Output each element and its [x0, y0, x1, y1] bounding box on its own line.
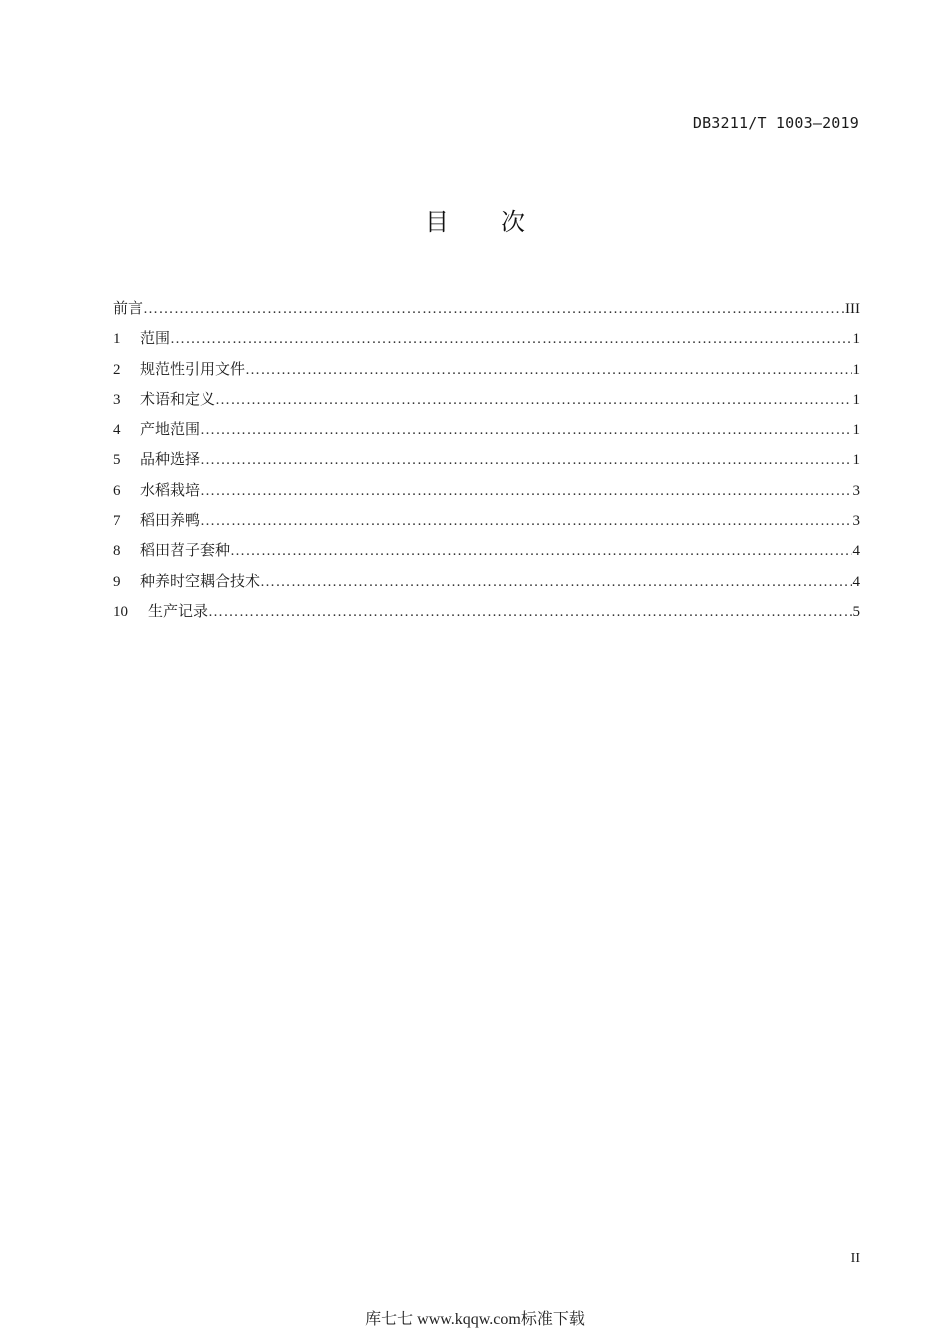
toc-entry-label: 范围 — [140, 329, 171, 348]
toc-entry-number: 5 — [113, 452, 121, 469]
toc-entry-1[interactable] — [113, 323, 860, 353]
toc-entry-number: 8 — [113, 543, 121, 560]
toc-entry-label: 水稻栽培 — [140, 480, 201, 499]
toc-entry-page: 3 — [852, 482, 860, 499]
toc-entry-page: 1 — [852, 422, 860, 439]
page-title-part2: 次 — [501, 208, 525, 236]
toc-entry-4[interactable] — [113, 414, 860, 444]
toc-entry-page: 1 — [852, 452, 860, 469]
toc-entry-number: 7 — [113, 513, 121, 530]
toc-leader-dots — [200, 445, 851, 474]
toc-entry-9[interactable] — [113, 566, 860, 596]
toc-entry-6[interactable] — [113, 475, 860, 505]
toc-entry-foreword[interactable] — [113, 293, 860, 323]
toc-leader-dots — [200, 415, 851, 444]
toc-entry-page: III — [845, 301, 860, 317]
toc-entry-number: 3 — [113, 391, 121, 408]
toc-leader-dots — [143, 294, 844, 323]
toc-entry-2[interactable] — [113, 354, 860, 384]
toc-leader-dots — [245, 355, 851, 384]
page-title-part1: 目 — [425, 208, 449, 236]
toc-entry-page: 5 — [852, 603, 860, 620]
toc-entry-number: 6 — [113, 482, 121, 499]
footer-watermark: 库七七 www.kqqw.com标准下载 — [365, 1311, 585, 1328]
toc-entry-label: 术语和定义 — [140, 389, 216, 408]
toc-entry-page: 1 — [852, 331, 860, 348]
toc-leader-dots — [260, 567, 851, 596]
toc-entry-page: 4 — [852, 573, 860, 590]
toc-entry-label: 品种选择 — [140, 450, 201, 469]
toc-entry-number: 9 — [113, 573, 121, 590]
toc-entry-label: 产地范围 — [140, 420, 201, 439]
toc-leader-dots — [200, 506, 851, 535]
toc-entry-label: 前言 — [113, 299, 144, 317]
toc-entry-7[interactable] — [113, 505, 860, 535]
toc-entry-page: 4 — [852, 543, 860, 560]
toc-entry-5[interactable] — [113, 444, 860, 474]
toc-leader-dots — [230, 536, 851, 565]
toc-entry-number: 1 — [113, 331, 121, 348]
page-number: II — [850, 1251, 860, 1266]
toc-entry-label: 生产记录 — [148, 601, 209, 620]
toc-entry-label: 规范性引用文件 — [140, 359, 246, 378]
toc-leader-dots — [208, 597, 851, 626]
document-code: DB3211/T 1003—2019 — [692, 114, 859, 132]
toc-entry-page: 1 — [852, 361, 860, 378]
toc-leader-dots — [215, 385, 851, 414]
toc-entry-10[interactable] — [113, 596, 860, 626]
toc-entry-label: 稻田养鸭 — [140, 511, 201, 530]
toc-entry-number: 10 — [113, 603, 128, 620]
toc-entry-3[interactable] — [113, 384, 860, 414]
toc-entry-number: 4 — [113, 422, 121, 439]
toc-entry-page: 3 — [852, 513, 860, 530]
toc-leader-dots — [200, 476, 851, 505]
toc-leader-dots — [170, 324, 851, 353]
toc-entry-number: 2 — [113, 361, 121, 378]
table-of-contents — [113, 293, 860, 626]
page-title — [0, 202, 950, 237]
toc-entry-8[interactable] — [113, 535, 860, 565]
toc-entry-page: 1 — [852, 391, 860, 408]
toc-entry-label: 稻田苕子套种 — [140, 541, 231, 560]
toc-entry-label: 种养时空耦合技术 — [140, 571, 261, 590]
